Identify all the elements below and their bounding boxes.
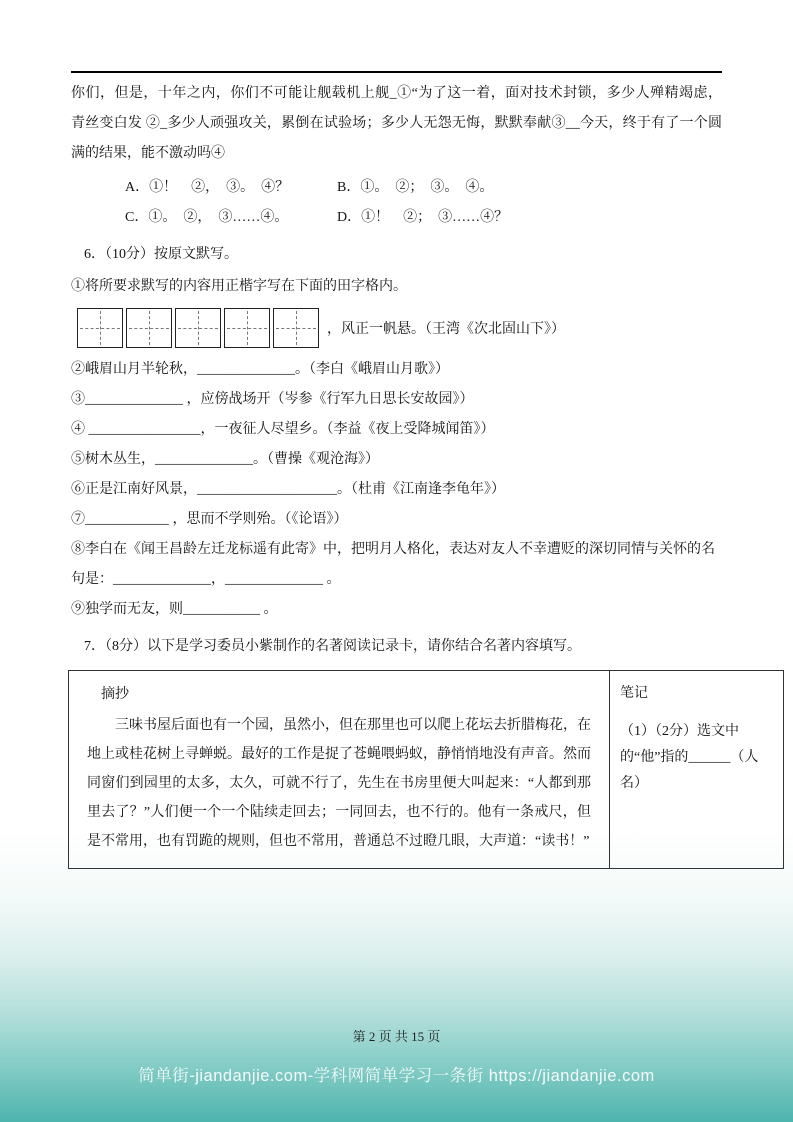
passage-line: 你们，但是，十年之内，你们不可能让舰载机上舰_①“为了这一着，面对技术封锁，多少人殚精竭虑， [71, 86, 722, 101]
q6-item: ⑥正是江南好风景，____________________。（杜甫《江南逢李龟年》） [71, 482, 505, 497]
question-7-heading: 7．（8分）以下是学习委员小紫制作的名著阅读记录卡，请你结合名著内容填写。 [84, 639, 581, 654]
q6-item: ⑤树木丛生，______________。（曹操《观沧海》） [71, 452, 379, 467]
q6-item: ④ ________________，一夜征人尽望乡。（李益《夜上受降城闻笛》） [71, 422, 495, 437]
card-row [69, 671, 784, 869]
tianzige-box [175, 308, 221, 348]
options-row [71, 173, 722, 203]
page-number: 第 2 页 共 15 页 [352, 1029, 441, 1044]
question-6-heading: 6．（10分）按原文默写。 [84, 247, 238, 262]
tianzige-row [77, 305, 722, 351]
option-a: A．①！ ②， ③。 ④？ [125, 180, 290, 195]
q6-item: ③______________ ，应傍战场开（岑参《行军九日思长安故园》） [71, 392, 474, 407]
option-b: B．①。 ②； ③。 ④。 [337, 180, 494, 195]
watermark: 简单街-jiandanjie.com-学科网简单学习一条街 https://jiandanjie.com [138, 1067, 655, 1085]
note-cell [610, 671, 784, 869]
tianzige-suffix-text: ，风正一帆悬。（王湾《次北固山下》） [327, 322, 565, 337]
q6-item: ⑨独学而无友，则___________ 。 [71, 602, 278, 617]
note-text: （1）（2分）选文中的“他”指的______（人名） [620, 724, 759, 791]
option-c: C．①。 ②， ③……④。 [125, 210, 289, 225]
tianzige-box [77, 308, 123, 348]
answer-options [71, 173, 722, 233]
passage [71, 79, 722, 169]
options-row [71, 203, 722, 233]
question-6-intro: ①将所要求默写的内容用正楷字写在下面的田字格内。 [71, 279, 407, 294]
top-divider [71, 71, 722, 73]
q6-item: ②峨眉山月半轮秋，______________。（李白《峨眉山月歌》） [71, 362, 449, 377]
excerpt-label: 摘抄 [101, 687, 129, 702]
excerpt-cell [69, 671, 610, 869]
option-d: D．①！ ②； ③……④？ [337, 210, 509, 225]
q6-item: ⑧李白在《闻王昌龄左迁龙标遥有此寄》中，把明月人格化，表达对友人不幸遭贬的深切同情与关怀的名句是：______________，______________ 。 [71, 542, 715, 587]
tianzige-box [224, 308, 270, 348]
tianzige-box [126, 308, 172, 348]
excerpt-text: 三味书屋后面也有一个园，虽然小，但在那里也可以爬上花坛去折腊梅花，在地上或桂花树上寻蝉蜕。最好的工作是捉了苍蝇喂蚂蚁，静悄悄地没有声音。然而同窗们到园里的太多，太久，可就不行了，先生在书房里便大叫起来：“人都到那里去了？”人们便一个一个陆续走回去；一同回去，也不行的。他有一条戒尺，但是不常用，也有罚跪的规则，但也不常用，普通总不过瞪几眼，大声道：“读书！” [87, 718, 591, 849]
passage-line: 青丝变白发 ②_多少人顽强攻关，累倒在试验场；多少人无怨无悔，默默奉献③__今天，终于有了一个圆 [71, 116, 722, 131]
page-content [71, 79, 759, 869]
passage-line: 满的结果，能不激动吗④ [71, 146, 225, 161]
note-label: 笔记 [620, 686, 648, 701]
q6-item: ⑦____________ ，思而不学则殆。（《论语》） [71, 512, 348, 527]
tianzige-box [273, 308, 319, 348]
reading-record-card [68, 670, 784, 869]
